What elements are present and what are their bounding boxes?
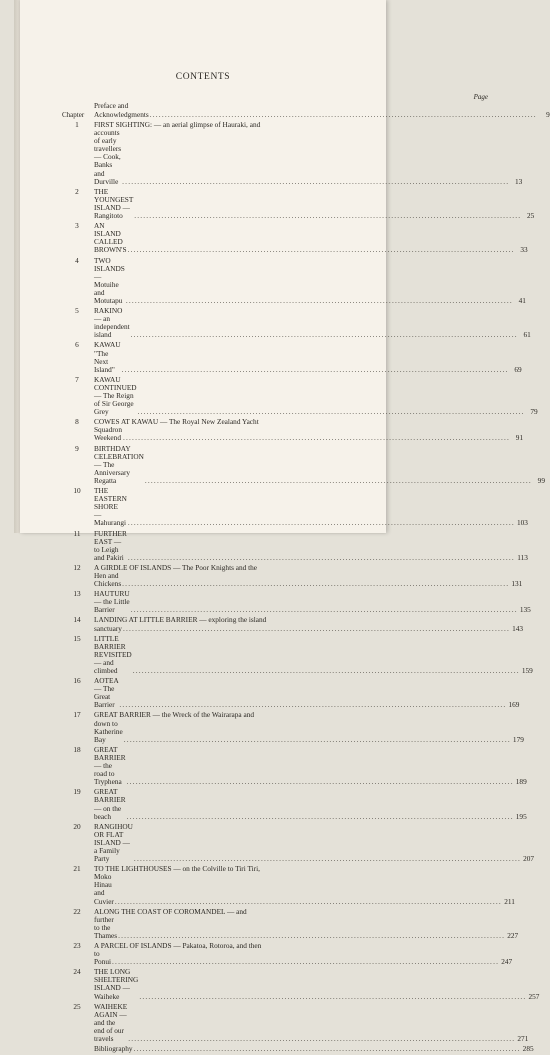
- leader-dots: [133, 667, 520, 675]
- chapter-page-number: 33: [520, 245, 528, 255]
- chapter-page-number: 189: [515, 777, 527, 787]
- toc-row: [60, 486, 528, 528]
- chapter-title-text: to Ponui: [94, 949, 112, 967]
- toc-row: [60, 864, 515, 906]
- chapter-title-text: TO THE LIGHTHOUSES — on the Colville to Tiri Tiri,: [94, 864, 260, 874]
- chapter-title-line: [94, 188, 534, 220]
- chapter-number: 7: [75, 374, 79, 384]
- chapter-number: 16: [73, 676, 81, 686]
- chapter-number: 19: [73, 787, 81, 797]
- chapter-entry: [94, 746, 527, 786]
- chapter-number: 10: [73, 486, 81, 496]
- chapter-page-number: 179: [512, 734, 524, 744]
- chapter-number: 17: [73, 710, 81, 720]
- toc-row: [60, 417, 524, 443]
- chapter-title-text: THE YOUNGEST ISLAND — Rangitoto: [94, 186, 134, 221]
- preface-page: 9: [546, 110, 550, 119]
- chapter-page-number: 69: [514, 364, 522, 374]
- chapter-title-line: [94, 418, 523, 426]
- chapter-number: 11: [73, 528, 81, 538]
- toc-row: [60, 221, 528, 255]
- toc-row: [60, 787, 527, 821]
- leader-dots: [124, 736, 511, 744]
- chapter-page-number: 79: [530, 407, 538, 417]
- chapter-number: 6: [75, 340, 79, 350]
- chapter-title-text: Moko Hinau and Cuvier: [94, 872, 114, 906]
- chapter-page-number: 91: [515, 433, 524, 443]
- chapter-entry: [94, 188, 534, 220]
- chapter-entry: [94, 942, 512, 966]
- chapter-number: 14: [73, 615, 81, 625]
- chapter-title-text: HAUTURU — the Little Barrier: [94, 589, 130, 615]
- chapter-title-text: KAWAU "The Next Island": [94, 340, 121, 374]
- chapter-number: 1: [75, 120, 79, 129]
- chapter-page-number: 103: [517, 518, 528, 528]
- leader-dots: [128, 519, 515, 527]
- chapter-title-line: [94, 677, 519, 709]
- chapter-title-text: A GIRDLE OF ISLANDS — The Poor Knights and the: [94, 562, 258, 572]
- chapter-entry: [94, 376, 538, 416]
- page-title: CONTENTS: [175, 72, 231, 82]
- toc-row: [60, 906, 519, 940]
- toc-row: [60, 615, 524, 633]
- chapter-page-number: 113: [517, 552, 528, 562]
- chapter-page-number: 257: [528, 991, 540, 1001]
- toc-row: [60, 186, 535, 221]
- chapter-number: 20: [73, 821, 81, 831]
- chapter-title-line: [94, 865, 515, 873]
- chapter-title-line: [94, 341, 522, 373]
- chapter-number: 8: [75, 417, 79, 427]
- chapter-title-line: [94, 376, 538, 416]
- leader-dots: [127, 813, 514, 821]
- leader-dots: [122, 366, 509, 374]
- chapter-title-line: [94, 746, 527, 786]
- chapter-title-text: FURTHER EAST — to Leigh and Pakiri: [94, 528, 127, 562]
- chapter-column-header: Chapter: [62, 111, 85, 119]
- leader-dots: [118, 932, 505, 940]
- leader-dots: [128, 554, 515, 562]
- toc-row: [60, 676, 520, 710]
- chapter-entry: [94, 635, 533, 675]
- chapter-entry: [94, 121, 522, 186]
- chapter-title-text: RANGIHOU OR FLAT ISLAND — a Family Party: [94, 821, 133, 864]
- chapter-number: 25: [73, 1001, 81, 1011]
- chapter-title-text: THE EASTERN SHORE — Mahurangi: [94, 486, 127, 528]
- chapter-entry: [94, 823, 534, 863]
- preface-text: Preface and Acknowledgments: [94, 101, 149, 119]
- leader-dots: [126, 297, 513, 305]
- contents-list: [60, 120, 545, 1055]
- toc-row: [60, 306, 531, 340]
- chapter-title-line: [94, 916, 518, 940]
- leader-dots: [115, 898, 502, 906]
- chapter-title-line: [94, 257, 526, 306]
- bibliography-entry: [60, 1044, 534, 1054]
- leader-dots: [145, 477, 532, 485]
- chapter-entry: [94, 257, 526, 306]
- chapter-title-text: A PARCEL OF ISLANDS — Pakatoa, Rotoroa, and then: [94, 941, 262, 950]
- chapter-page-number: 227: [507, 930, 519, 940]
- toc-row: [60, 633, 533, 675]
- chapter-title-text: further to the Thames: [94, 914, 118, 940]
- chapter-title-line: [94, 873, 515, 905]
- chapter-page-number: 13: [514, 176, 523, 186]
- chapter-title-line: [94, 908, 518, 916]
- chapter-page-number: 61: [523, 330, 531, 340]
- toc-row: [60, 340, 522, 374]
- leader-dots: [139, 993, 526, 1001]
- chapter-title-line: [94, 942, 512, 950]
- leader-dots: [112, 958, 499, 966]
- chapter-title-text: TWO ISLANDS — Motuihe and Motutapu: [94, 255, 125, 305]
- chapter-number: 22: [73, 906, 81, 916]
- chapter-title-line: [94, 590, 531, 614]
- chapter-title-line: [94, 711, 524, 719]
- toc-row: [60, 528, 528, 562]
- chapter-number: 3: [75, 221, 79, 231]
- chapter-title-line: [94, 572, 522, 588]
- toc-row: [60, 443, 545, 485]
- chapter-number: 2: [75, 186, 79, 196]
- chapter-entry: [94, 530, 528, 562]
- chapter-entry: [94, 341, 522, 373]
- leader-dots: [131, 331, 518, 339]
- chapter-page-number: 159: [521, 666, 533, 675]
- chapter-title-text: down to Katherine Bay: [94, 718, 123, 744]
- chapter-entry: [94, 1003, 528, 1043]
- chapter-title-text: ALONG THE COAST OF COROMANDEL — and: [94, 906, 247, 916]
- bibliography-line: [94, 1045, 534, 1053]
- chapter-title-text: COWES AT KAWAU — The Royal New Zealand Yacht: [94, 417, 259, 427]
- toc-row: [60, 374, 538, 417]
- chapter-number: 5: [75, 306, 79, 316]
- chapter-title-text: GREAT BARRIER — the road to Tryphena: [94, 744, 126, 787]
- chapter-title-line: [94, 635, 533, 675]
- chapter-page-number: 143: [512, 623, 524, 633]
- chapter-title-text: AOTEA — The Great Barrier: [94, 676, 119, 710]
- toc-row: [60, 710, 524, 744]
- toc-row: [60, 120, 523, 186]
- toc-row: [60, 744, 527, 787]
- chapter-entry: [94, 487, 528, 527]
- chapter-title-line: [94, 445, 545, 485]
- chapter-entry: [94, 788, 527, 820]
- leader-dots: [123, 625, 510, 633]
- chapter-page-number: 195: [515, 811, 527, 821]
- chapter-entry: [94, 908, 518, 940]
- chapter-number: 23: [73, 941, 81, 950]
- chapter-title-line: [94, 625, 523, 633]
- chapter-title-text: Squadron Weekend: [94, 425, 122, 443]
- chapter-entry: [94, 677, 519, 709]
- chapter-page-number: 25: [527, 211, 535, 221]
- leader-dots: [131, 606, 518, 614]
- chapter-number: 12: [73, 562, 81, 572]
- chapter-entry: [94, 711, 524, 743]
- leader-dots: [134, 212, 521, 220]
- leader-dots: [119, 701, 506, 709]
- leader-dots: [128, 246, 515, 254]
- chapter-title-text: GREAT BARRIER — the Wreck of the Wairarapa and: [94, 710, 255, 720]
- chapter-number: 13: [73, 589, 81, 599]
- chapter-page-number: 131: [511, 579, 523, 589]
- leader-dots: [122, 178, 509, 186]
- page-column-header: Page: [473, 93, 488, 101]
- chapter-title-text: GREAT BARRIER — on the beach: [94, 787, 126, 821]
- bibliography-text: Bibliography: [94, 1044, 133, 1054]
- chapter-entry: [94, 564, 522, 588]
- chapter-number: 24: [73, 967, 81, 977]
- chapter-title-line: [94, 950, 512, 966]
- chapter-title-text: LITTLE BARRIER REVISITED — and climbed: [94, 633, 132, 675]
- chapter-title-text: sanctuary: [94, 623, 122, 633]
- chapter-entry: [94, 968, 539, 1000]
- chapter-title-line: [94, 307, 531, 339]
- toc-row: [60, 255, 526, 306]
- chapter-title-text: RAKINO — an independent island: [94, 306, 130, 340]
- chapter-title-line: [94, 788, 527, 820]
- chapter-entry: [94, 418, 523, 442]
- toc-row: [60, 821, 535, 864]
- chapter-entry: [94, 865, 515, 905]
- leader-dots: [128, 1035, 515, 1043]
- toc-row: [60, 589, 531, 615]
- chapter-title-text: BIRTHDAY CELEBRATION — The Anniversary Regatta: [94, 443, 144, 485]
- chapter-title-text: THE LONG SHELTERING ISLAND — Waiheke: [94, 967, 139, 1001]
- leader-dots: [122, 580, 509, 588]
- chapter-title-text: FIRST SIGHTING: — an aerial glimpse of Hauraki, and: [94, 120, 261, 129]
- chapter-page-number: 271: [517, 1034, 529, 1044]
- chapter-title-text: Hen and Chickens: [94, 570, 122, 589]
- chapter-number: 15: [73, 633, 81, 643]
- toc-row: [60, 967, 540, 1001]
- chapter-page-number: 211: [504, 896, 515, 906]
- spacer: [60, 1045, 94, 1053]
- leader-dots: [123, 434, 510, 442]
- leader-dots: [150, 110, 537, 119]
- leader-dots: [134, 1045, 521, 1053]
- chapter-page-number: 247: [501, 957, 513, 967]
- chapter-title-line: [94, 823, 534, 863]
- chapter-title-line: [94, 1003, 528, 1043]
- chapter-title-line: [94, 720, 524, 744]
- chapter-number: 4: [75, 255, 79, 265]
- chapter-page-number: 135: [519, 605, 531, 615]
- chapter-title-text: KAWAU CONTINUED — The Reign of Sir George Grey: [94, 374, 137, 417]
- chapter-title-line: [94, 129, 522, 186]
- chapter-entry: [94, 307, 531, 339]
- chapter-page-number: 41: [518, 295, 526, 305]
- chapter-number: 21: [73, 864, 81, 874]
- chapter-title-line: [94, 530, 528, 562]
- chapter-page-number: 207: [523, 854, 535, 864]
- toc-row: [60, 562, 523, 589]
- chapter-entry: [94, 616, 523, 632]
- chapter-number: 9: [75, 443, 79, 453]
- chapter-entry: [94, 222, 528, 254]
- chapter-title-line: [94, 426, 523, 442]
- chapter-title-line: [94, 487, 528, 527]
- chapter-title-text: accounts of early travellers — Cook, Banks and Durville: [94, 128, 122, 186]
- chapter-title-line: [94, 968, 539, 1000]
- chapter-title-text: AN ISLAND CALLED BROWN'S: [94, 221, 127, 255]
- chapter-title-line: [94, 222, 528, 254]
- leader-dots: [138, 408, 525, 416]
- chapter-title-text: LANDING AT LITTLE BARRIER — exploring the island: [94, 615, 267, 625]
- chapter-number: 18: [73, 744, 81, 754]
- preface-entry: [94, 101, 550, 119]
- toc-row: [60, 1001, 529, 1044]
- chapter-page-number: 169: [508, 700, 520, 710]
- chapter-entry: [94, 445, 545, 485]
- toc-row: [60, 941, 513, 967]
- chapter-title-text: WAIHEKE AGAIN — and the end of our travels: [94, 1001, 128, 1044]
- chapter-title-line: [94, 121, 522, 129]
- chapter-entry: [94, 590, 531, 614]
- leader-dots: [127, 778, 514, 786]
- chapter-title-line: [94, 564, 522, 572]
- chapter-page-number: 99: [537, 475, 545, 485]
- leader-dots: [134, 855, 521, 863]
- bibliography-page: 285: [522, 1044, 534, 1054]
